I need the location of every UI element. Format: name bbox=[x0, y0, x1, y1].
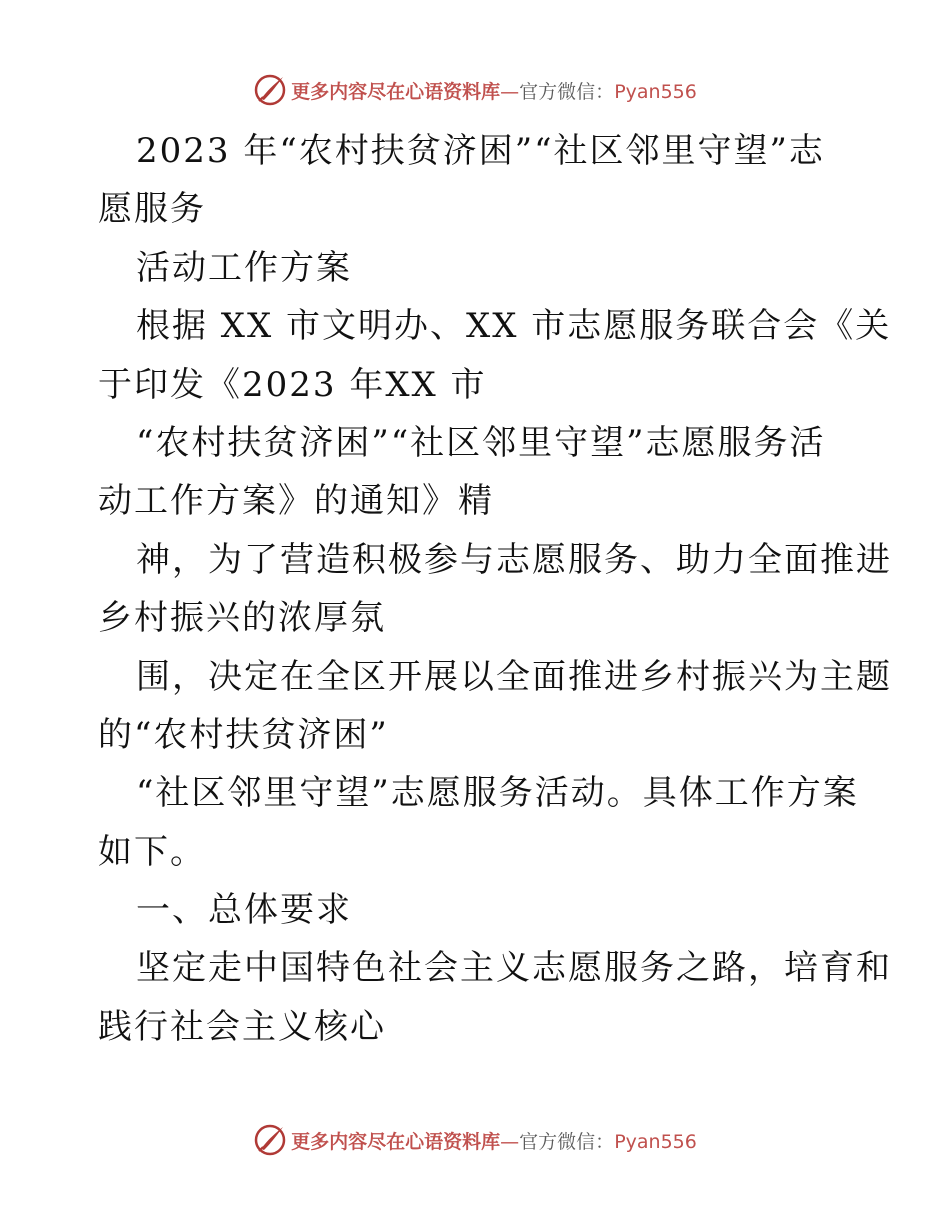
banner-separator: — bbox=[500, 1130, 520, 1153]
section-heading: 一、总体要求 bbox=[136, 890, 352, 931]
header-banner bbox=[0, 70, 950, 110]
doc-paragraph-line: 的“农村扶贫济困” bbox=[98, 714, 389, 755]
document-body bbox=[98, 122, 892, 1056]
banner-separator: — bbox=[500, 80, 520, 103]
doc-title-line-1: 2023 年“农村扶贫济困”“社区邻里守望”志 bbox=[136, 131, 825, 171]
quill-pen-logo-icon bbox=[253, 1123, 287, 1157]
doc-paragraph-line: 如下。 bbox=[98, 831, 206, 872]
doc-paragraph-line: 围，决定在全区开展以全面推进乡村振兴为主题 bbox=[136, 656, 892, 697]
doc-subtitle: 活动工作方案 bbox=[136, 247, 352, 288]
doc-title-line-2: 愿服务 bbox=[98, 189, 206, 230]
banner-main-text: 更多内容尽在心语资料库 bbox=[291, 1130, 501, 1153]
banner-text bbox=[291, 77, 697, 104]
doc-paragraph-line: “农村扶贫济困”“社区邻里守望”志愿服务活 bbox=[136, 422, 826, 463]
banner-wechat-id: Pyan556 bbox=[614, 1130, 697, 1153]
doc-paragraph-line: 乡村振兴的浓厚氛 bbox=[98, 598, 386, 639]
doc-paragraph-line: 于印发《2023 年XX 市 bbox=[98, 364, 487, 405]
doc-paragraph-line: 根据 XX 市文明办、XX 市志愿服务联合会《关 bbox=[136, 306, 892, 347]
doc-paragraph-line: 践行社会主义核心 bbox=[98, 1006, 386, 1047]
banner-wechat-label: 官方微信： bbox=[519, 1130, 615, 1153]
banner-wechat-id: Pyan556 bbox=[614, 80, 697, 103]
quill-pen-logo-icon bbox=[253, 73, 287, 107]
banner-main-text: 更多内容尽在心语资料库 bbox=[291, 80, 501, 103]
doc-paragraph-line: 神，为了营造积极参与志愿服务、助力全面推进 bbox=[136, 539, 892, 580]
banner-wechat-label: 官方微信： bbox=[519, 80, 615, 103]
footer-banner bbox=[0, 1120, 950, 1160]
doc-paragraph-line: “社区邻里守望”志愿服务活动。具体工作方案 bbox=[136, 773, 859, 814]
doc-paragraph-line: 坚定走中国特色社会主义志愿服务之路，培育和 bbox=[136, 948, 892, 989]
banner-text bbox=[291, 1127, 697, 1154]
doc-paragraph-line: 动工作方案》的通知》精 bbox=[98, 481, 494, 522]
